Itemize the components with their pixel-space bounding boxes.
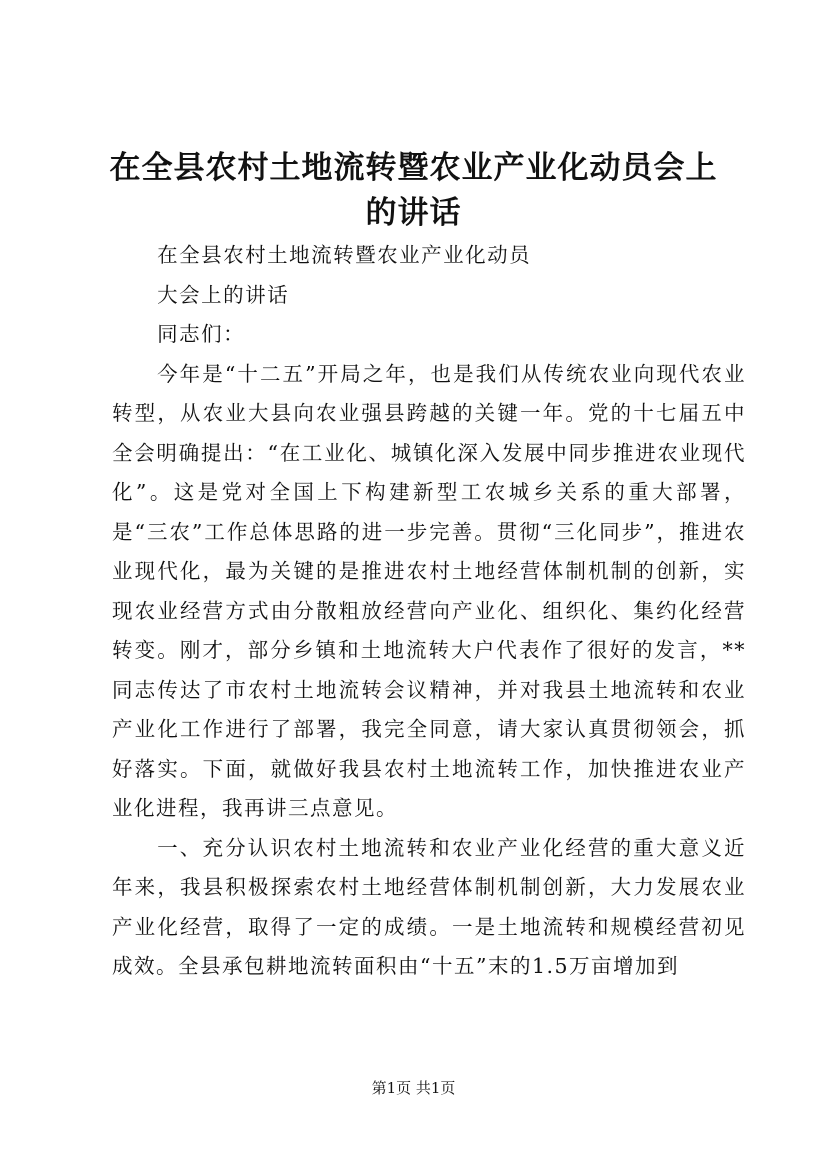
body-paragraph: 今年是“十二五”开局之年，也是我们从传统农业向现代农业转型，从农业大县向农业强县跨越的关键一年。党的十七届五中全会明确提出：“在工业化、城镇化深入发展中同步推进农业现代化”。这是党对全国上下构建新型工农城乡关系的重大部署，是“三农”工作总体思路的进一步完善。贯彻“三化同步”，推进农业现代化，最为关键的是推进农村土地经营体制机制的创新，实现农业经营方式由分散粗放经营向产业化、组织化、集约化经营转变。刚才，部分乡镇和土地流转大户代表作了很好的发言，**同志传达了市农村土地流转会议精神，并对我县土地流转和农业产业化工作进行了部署，我完全同意，请大家认真贯彻领会，抓好落实。下面，就做好我县农村土地流转工作，加快推进农业产业化进程，我再讲三点意见。 xyxy=(112,361,746,820)
page-footer: 第1页 共1页 xyxy=(371,1079,456,1097)
document-title: 在全县农村土地流转暨农业产业化动员会上的讲话 xyxy=(109,150,718,231)
body-paragraph: 一、充分认识农村土地流转和农业产业化经营的重大意义近年来，我县积极探索农村土地经营体制机制创新，大力发展农业产业化经营，取得了一定的成绩。一是土地流转和规模经营初见成效。全县承包耕地流转面积由“十五”末的1.5万亩增加到 xyxy=(112,835,746,978)
subtitle-line-2: 大会上的讲话 xyxy=(157,282,290,307)
subtitle-line-1: 在全县农村土地流转暨农业产业化动员 xyxy=(157,243,532,267)
document-body xyxy=(112,236,746,987)
salutation: 同志们： xyxy=(157,322,246,346)
